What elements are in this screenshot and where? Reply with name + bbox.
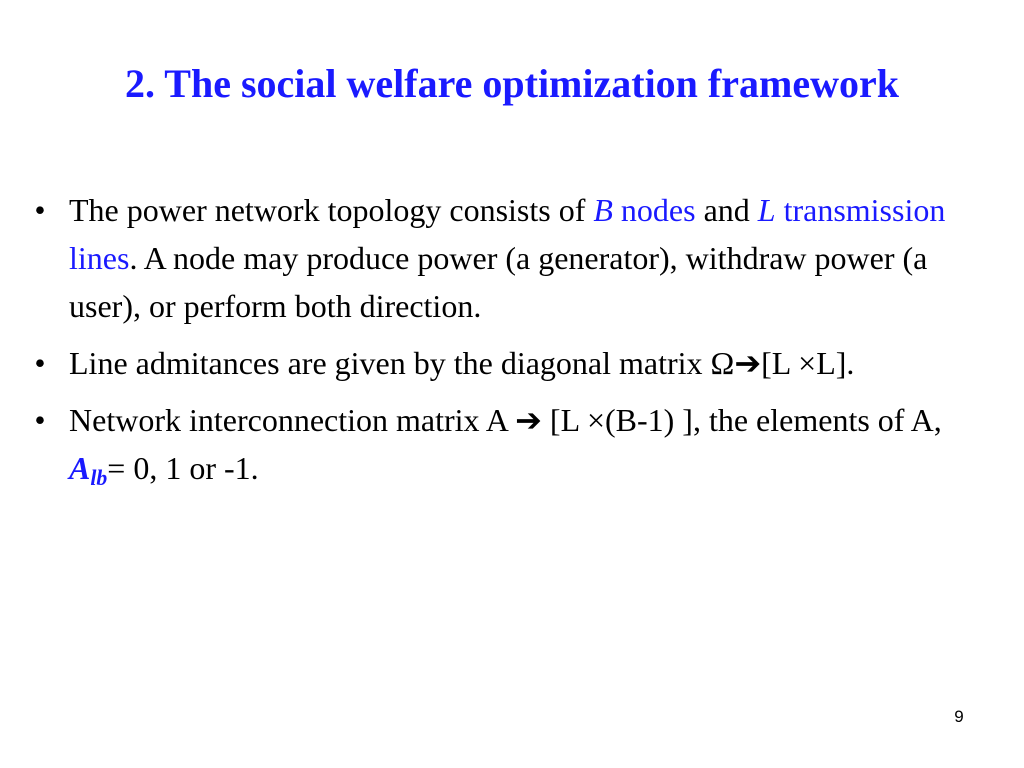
bullet-text-segment: transmission lines xyxy=(69,192,946,276)
bullet-text-segment: nodes xyxy=(612,192,696,228)
slide-title: 2. The social welfare optimization framework xyxy=(125,61,899,106)
page-number: 9 xyxy=(954,707,964,726)
matrix-element-subscript: lb xyxy=(90,466,108,491)
bullet-text-segment: and xyxy=(695,192,758,228)
bullet-item-line-admitances xyxy=(30,339,970,387)
bullet-text-segment: Line admitances are given by the diagonal matrix Ω➔[L ×L]. xyxy=(69,345,855,381)
bullet-list xyxy=(30,186,970,492)
matrix-element-symbol: A xyxy=(69,450,91,486)
bullet-marker: • xyxy=(34,402,46,438)
bullet-marker: • xyxy=(34,192,46,228)
bullet-text-segment: The power network topology consists of xyxy=(69,192,594,228)
bullet-text-segment: Network interconnection matrix A ➔ [L ×(B-1) ], the elements of A, xyxy=(69,402,942,438)
bullet-item-network-topology xyxy=(30,186,970,330)
bullet-text-segment: . A node may produce power (a generator), withdraw power (a user), or perform both direction. xyxy=(69,240,928,324)
bullet-item-interconnection-matrix xyxy=(30,396,970,492)
bullet-text-segment: L xyxy=(757,192,776,228)
bullet-text-segment: B xyxy=(593,192,613,228)
bullet-text-segment: = 0, 1 or -1. xyxy=(107,450,259,486)
bullet-marker: • xyxy=(34,345,46,381)
